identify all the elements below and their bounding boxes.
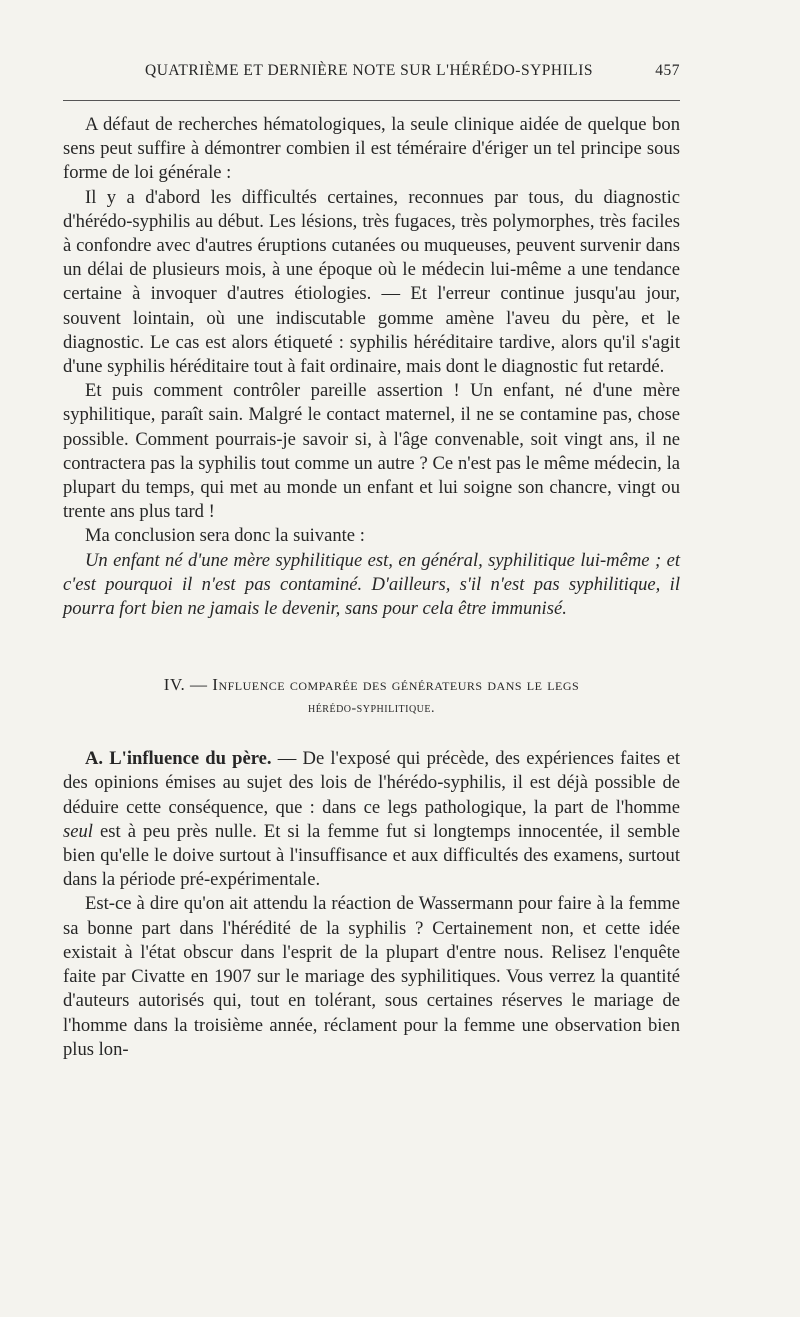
running-title: QUATRIÈME ET DERNIÈRE NOTE SUR L'HÉRÉDO-SYPHILIS: [145, 62, 594, 79]
section-title-line2: hérédo-syphilitique.: [307, 701, 436, 717]
header-rule: [63, 100, 680, 101]
subsection-label: A. L'influence du père.: [85, 748, 272, 770]
paragraph: Est-ce à dire qu'on ait attendu la réaction de Wassermann pour faire à la femme sa bonne part dans l'hérédité de la syphilis ? Certainement non, et cette idée existait à l'état obscur dans l'esprit de la plupart d'entre nous. Relisez l'enquête faite par Civatte en 1907 sur le mariage des syphilitiques. Vous verrez la quantité d'auteurs autorisés qui, tout en tolérant, sous certaines réserves le mariage de l'homme dans la troisième année, réclament pour la femme une observation bien plus lon-: [63, 893, 680, 1060]
section-title-line1: Influence comparée des générateurs dans le legs: [212, 675, 580, 695]
paragraph: [63, 747, 680, 892]
page-number: 457: [655, 62, 680, 79]
paragraph-text: — De l'exposé qui précède, des expériences faites et des opinions émises au sujet des lois de l'hérédo-syphilis, il est déjà possible de déduire cette conséquence, que : dans ce legs pathologique, la part de l'homme: [63, 748, 680, 818]
paragraph: Et puis comment contrôler pareille assertion ! Un enfant, né d'une mère syphilitique, paraît sain. Malgré le contact maternel, il ne se contamine pas, chose possible. Comment pourrais-je savoir si, à l'âge convenable, soit vingt ans, il ne contractera pas la syphilis tout comme un autre ? Ce n'est pas le même médecin, la plupart du temps, qui met au monde un enfant et lui soigne son chancre, vingt ou trente ans plus tard !: [63, 380, 680, 523]
paragraph-text: est à peu près nulle. Et si la femme fut si longtemps innocentée, il semble bien qu'elle le doive surtout à l'insuffisance et aux difficultés des examens, surtout dans la période pré-expérimentale.: [63, 820, 680, 891]
paragraph: A défaut de recherches hématologiques, la seule clinique aidée de quelque bon sens peut suffire à démontrer combien il est téméraire d'ériger un tel principe sous forme de loi générale :: [63, 114, 680, 184]
section-number: IV. —: [163, 675, 208, 695]
body-text: [63, 113, 680, 1062]
paragraph: Il y a d'abord les difficultés certaines, reconnues par tous, du diagnostic d'hérédo-syphilis au début. Les lésions, très fugaces, très polymorphes, très faciles à confondre avec d'autres éruptions cutanées ou muqueuses, peuvent survenir dans un délai de plusieurs mois, à une époque où le médecin lui-même a une tendance certaine à invoquer d'autres étiologies. — Et l'erreur continue jusqu'au jour, souvent lointain, où une indiscutable gomme amène l'aveu du père, et le diagnostic. Le cas est alors étiqueté : syphilis héréditaire tardive, alors qu'il s'agit d'une syphilis héréditaire tout à fait ordinaire, mais dont le diagnostic fut retardé.: [63, 186, 680, 378]
section-heading: [63, 673, 680, 721]
emphasis: seul: [63, 820, 93, 842]
paragraph: Ma conclusion sera donc la suivante :: [85, 525, 365, 547]
conclusion-paragraph: Un enfant né d'une mère syphilitique est, en général, syphilitique lui-même ; et c'est pourquoi il n'est pas contaminé. D'ailleurs, s'il n'est pas syphilitique, il pourra fort bien ne jamais le devenir, sans pour cela être immunisé.: [63, 549, 680, 620]
